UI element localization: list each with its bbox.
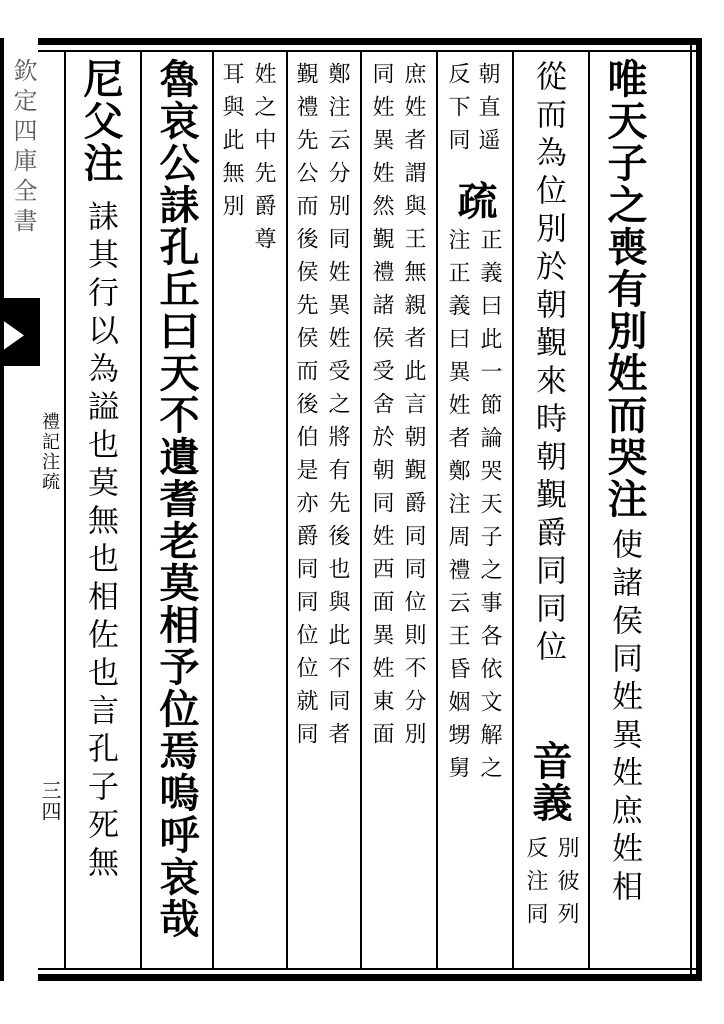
frame-top-border: [38, 38, 702, 45]
shu-text-column-4a: 庶姓者謂與王無親者此言朝覲爵同同位則不分別: [401, 62, 426, 755]
shu-text-column-3b: 注正義曰異姓者鄭注周禮云王昏姻甥舅: [445, 228, 470, 789]
book-title: 禮記注疏: [39, 412, 60, 492]
main-text-column-7: 魯哀公誄孔丘曰天不遺耆老莫相予位焉嗚呼哀哉: [153, 58, 200, 940]
main-text-column-1: 唯天子之喪有別姓而哭注: [601, 58, 648, 520]
frame-right-inner-border: [690, 38, 692, 981]
shu-text-column-5b: 覲禮先公而後侯先侯而後伯是亦爵同同位位就同: [293, 62, 318, 755]
column-rule: [212, 52, 214, 968]
frame-top-inner-border: [38, 50, 702, 52]
fish-tail-mark: [0, 298, 40, 366]
note-column-3b: 反下同: [445, 62, 470, 161]
column-rule: [140, 52, 142, 968]
frame-bottom-inner-border: [38, 968, 702, 970]
note-column-3a: 朝直遥: [475, 62, 500, 161]
shu-text-column-6a: 姓之中先爵尊: [251, 62, 276, 260]
shu-text-column-5a: 鄭注云分別同姓異姓受之將有先後也與此不同者: [325, 62, 350, 755]
main-text-column-8: 尼父注: [77, 58, 124, 184]
column-rule: [588, 52, 590, 968]
commentary-text-column-2: 從而為位別於朝覲來時朝覲爵同同位: [530, 60, 566, 668]
column-rule: [360, 52, 362, 968]
column-rule: [64, 52, 66, 968]
column-rule: [436, 52, 438, 968]
column-rule: [512, 52, 514, 968]
frame-left-edge: [0, 38, 4, 981]
yinyi-note-a: 別彼列: [554, 836, 579, 935]
frame-bottom-border: [38, 974, 702, 981]
column-rule: [286, 52, 288, 968]
commentary-text-column-1: 使諸侯同姓異姓庶姓相: [606, 528, 642, 908]
yinyi-note-b: 反注同: [523, 836, 548, 935]
shu-text-column-4b: 同姓異姓然覲禮諸侯受舍於朝同姓西面異姓東面: [369, 62, 394, 755]
frame-right-border: [696, 38, 702, 981]
shu-text-column-3a: 正義曰此一節論哭天子之事各依文解之: [477, 228, 502, 789]
shu-text-column-6b: 耳與此無別: [219, 62, 244, 227]
yinyi-heading: 音義: [526, 740, 573, 824]
page-number: 三四: [38, 780, 62, 822]
commentary-text-column-8: 誄其行以為謚也莫無也相佐也言孔子死無: [82, 200, 118, 884]
spine-title: 欽定四庫全書: [9, 58, 37, 238]
shu-heading: 疏: [451, 180, 498, 222]
